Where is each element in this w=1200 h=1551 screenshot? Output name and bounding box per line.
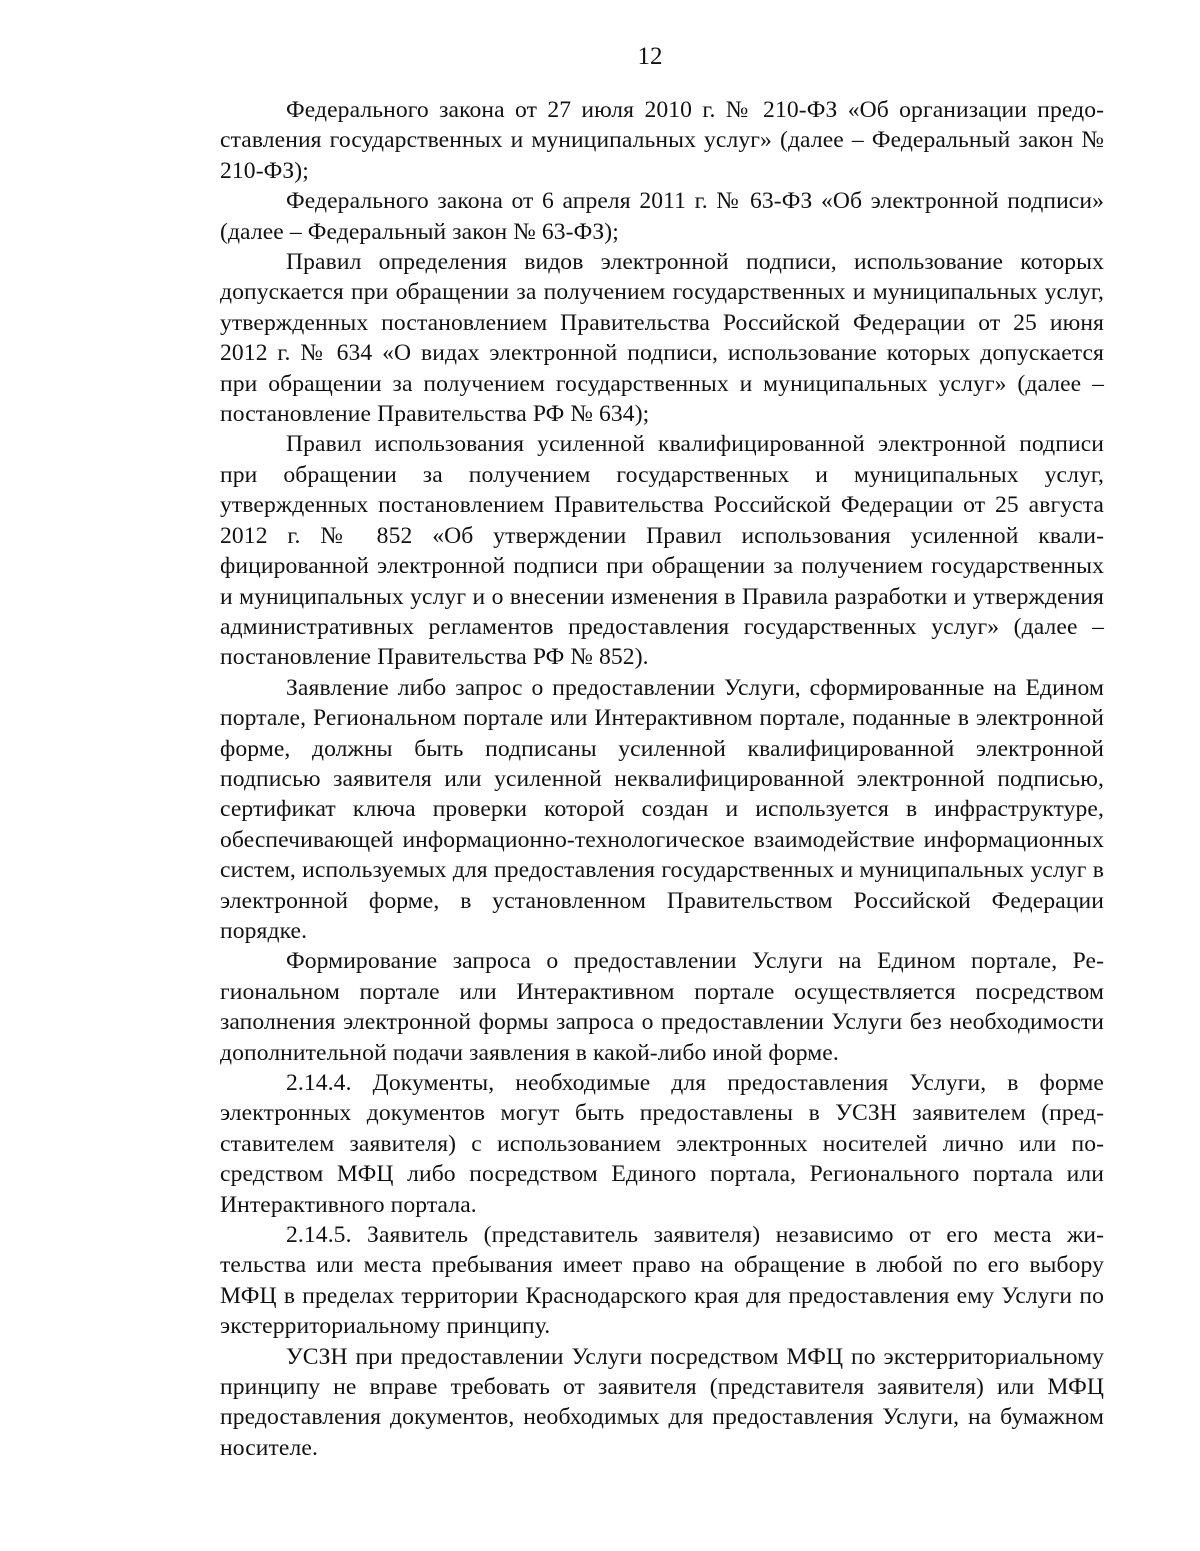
page-number: 12 — [637, 43, 663, 70]
paragraph: 2.14.5. Заявитель (представитель заявителя) независимо от его места жительства или места пребывания имеет право на обращение в любой по его выбору МФЦ в пределах территории Краснодарского края для предоставления ему Услуги по экстерриториальному принципу. — [220, 1222, 1104, 1340]
paragraph: Правил определения видов электронной подписи, использование которых допускается при обращении за получением государственных и муниципальных услуг, утвержденных постановлением Правительства Российской Федерации от 25 июня 2012 г. № 634 «О видах электронной подписи, использование которых допускается при обращении за получением государственных и муниципальных услуг» (далее – постановление Правительства РФ № 634); — [220, 249, 1104, 428]
paragraph: Правил использования усиленной квалифицированной электронной подписи при обращении за получением государственных и муниципальных услуг, утвержденных постановлением Правительства Российской Федерации от 25 августа 2012 г. № 852 «Об утверждении Правил использования усиленной квалифицированной электронной подписи при обращении за получением государственных и муниципальных услуг и о внесении изменения в Правила разработки и утверждения административных регламентов предоставления государственных услуг» (далее – постановление Правительства РФ № 852). — [220, 431, 1104, 671]
document-body — [220, 95, 1104, 1463]
paragraph: Заявление либо запрос о предоставлении Услуги, сформированные на Едином портале, Региональном портале или Интерактивном портале, поданные в электронной форме, должны быть подписаны усиленной квалифицированной электронной подписью заявителя или усиленной неквалифицированной электронной подписью, сертификат ключа проверки которой создан и используется в инфраструктуре, обеспечивающей информационно-технологическое взаимодействие информационных систем, используемых для предоставления государственных и муниципальных услуг в электронной форме, в установленном Правительством Российской Федерации порядке. — [220, 674, 1104, 944]
paragraph: УСЗН при предоставлении Услуги посредством МФЦ по экстерриториальному принципу не вправе требовать от заявителя (представителя заявителя) или МФЦ предоставления документов, необходимых для предоставления Услуги, на бумажном носителе. — [220, 1343, 1104, 1461]
paragraph: 2.14.4. Документы, необходимые для предоставления Услуги, в форме электронных документов могут быть предоставлены в УСЗН заявителем (представителем заявителя) с использованием электронных носителей лично или посредством МФЦ либо посредством Единого портала, Регионального портала или Интерактивного портала. — [220, 1070, 1104, 1218]
paragraph: Федерального закона от 27 июля 2010 г. № 210-ФЗ «Об организации предоставления государственных и муниципальных услуг» (далее – Федеральный закон № 210-ФЗ); — [220, 97, 1104, 184]
paragraph: Формирование запроса о предоставлении Услуги на Едином портале, Региональном портале или Интерактивном портале осуществляется посредством заполнения электронной формы запроса о предоставлении Услуги без необходимости дополнительной подачи заявления в какой-либо иной форме. — [220, 948, 1104, 1066]
paragraph: Федерального закона от 6 апреля 2011 г. № 63-ФЗ «Об электронной подписи» (далее – Федеральный закон № 63-ФЗ); — [220, 188, 1104, 245]
